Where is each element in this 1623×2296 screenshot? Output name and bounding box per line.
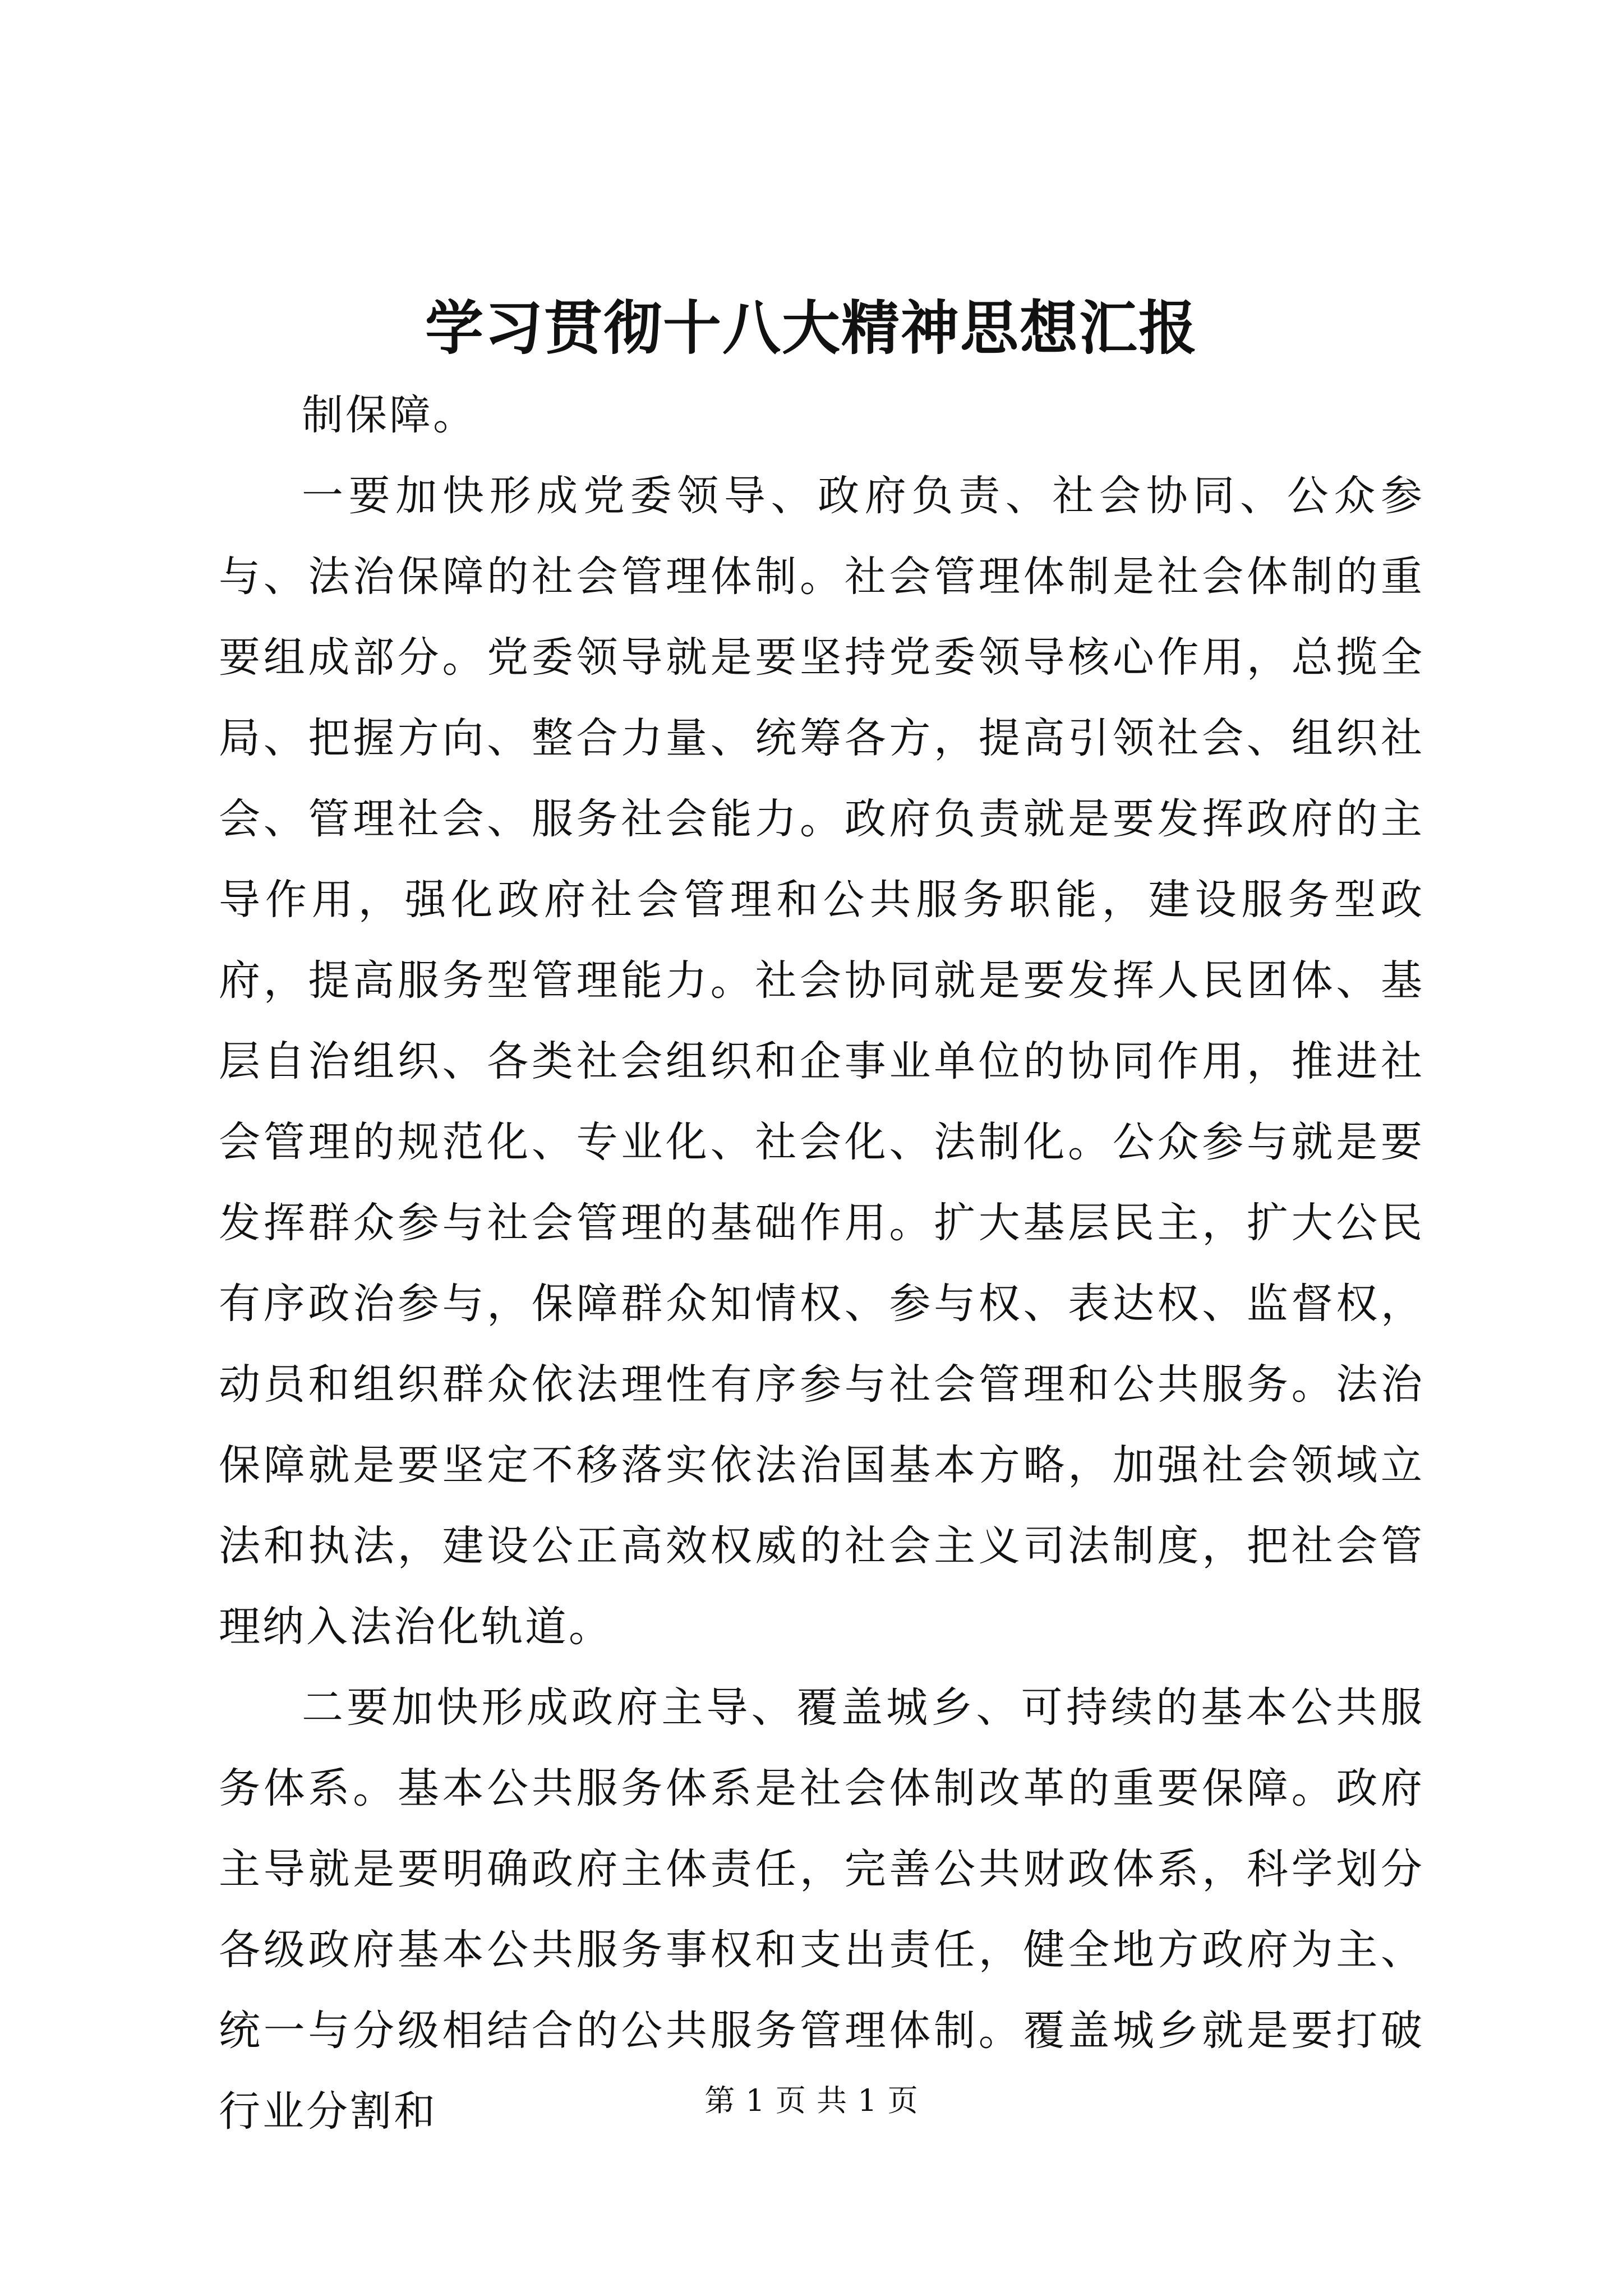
paragraph: 二要加快形成政府主导、覆盖城乡、可持续的基本公共服务体系。基本公共服务体系是社会体制改革的重要保障。政府主导就是要明确政府主体责任，完善公共财政体系，科学划分各级政府基本公共服务事权和支出责任，健全地方政府为主、统一与分级相结合的公共服务管理体制。覆盖城乡就是要打破行业分割和 [219,1683,1424,2136]
paragraph: 一要加快形成党委领导、政府负责、社会协同、公众参与、法治保障的社会管理体制。社会管理体制是社会体制的重要组成部分。党委领导就是要坚持党委领导核心作用，总揽全局、把握方向、整合力量、统筹各方，提高引领社会、组织社会、管理社会、服务社会能力。政府负责就是要发挥政府的主导作用，强化政府社会管理和公共服务职能，建设服务型政府，提高服务型管理能力。社会协同就是要发挥人民团体、基层自治组织、各类社会组织和企事业单位的协同作用，推进社会管理的规范化、专业化、社会化、法制化。公众参与就是要发挥群众参与社会管理的基础作用。扩大基层民主，扩大公民有序政治参与，保障群众知情权、参与权、表达权、监督权，动员和组织群众依法理性有序参与社会管理和公共服务。法治保障就是要坚定不移落实依法治国基本方略，加强社会领域立法和执法，建设公正高效权威的社会主义司法制度，把社会管理纳入法治化轨道。 [219,472,1424,1651]
document-title: 学习贯彻十八大精神思想汇报 [425,293,1198,362]
paragraph: 制保障。 [302,391,477,439]
document-body [219,375,1424,2152]
page-number-footer: 第 1 页 共 1 页 [704,2083,919,2118]
